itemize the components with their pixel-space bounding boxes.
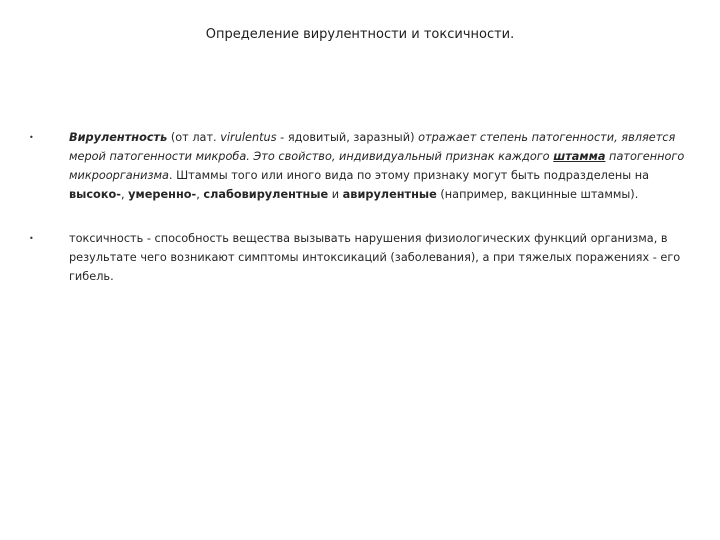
etymology-latin: virulentus [220, 131, 277, 144]
separator-2: , [196, 188, 204, 201]
bullet-item-virulence [25, 128, 695, 204]
definition-italic-2: патогенного микроорганизма [69, 150, 685, 182]
separator-1: , [120, 188, 129, 201]
etymology-prefix: (от лат. [167, 131, 221, 144]
slide-title: Определение вирулентности и токсичности. [205, 27, 515, 42]
bullet-marker-icon: • [29, 234, 34, 243]
definition-tail: (например, вакцинные штаммы). [436, 188, 639, 201]
term-high: высоко- [69, 188, 121, 201]
definition-plain: . Штаммы того или иного вида по этому признаку могут быть подразделены на [168, 169, 650, 182]
term-virulence: Вирулентность [69, 131, 168, 144]
bullet-item-toxicity [25, 229, 695, 286]
bullet-marker-icon: • [29, 133, 34, 142]
definition-italic-1: отражает степень патогенности, является мерой патогенности микроба. Это свойство, индивидуальный признак каждого [69, 131, 676, 163]
term-avirulent: авирулентные [342, 188, 437, 201]
strain-word: штамма [553, 150, 606, 163]
and-word: и [328, 188, 343, 201]
etymology-suffix: - ядовитый, заразный) [276, 131, 419, 144]
toxicity-text: токсичность - способность вещества вызывать нарушения физиологических функций организма, в результате чего возникают симптомы интоксикаций (заболевания), а при тяжелых поражениях - его гибель. [69, 232, 681, 283]
bullet-list [25, 128, 695, 286]
term-moderate: умеренно- [128, 188, 197, 201]
term-weak: слабовирулентные [203, 188, 329, 201]
